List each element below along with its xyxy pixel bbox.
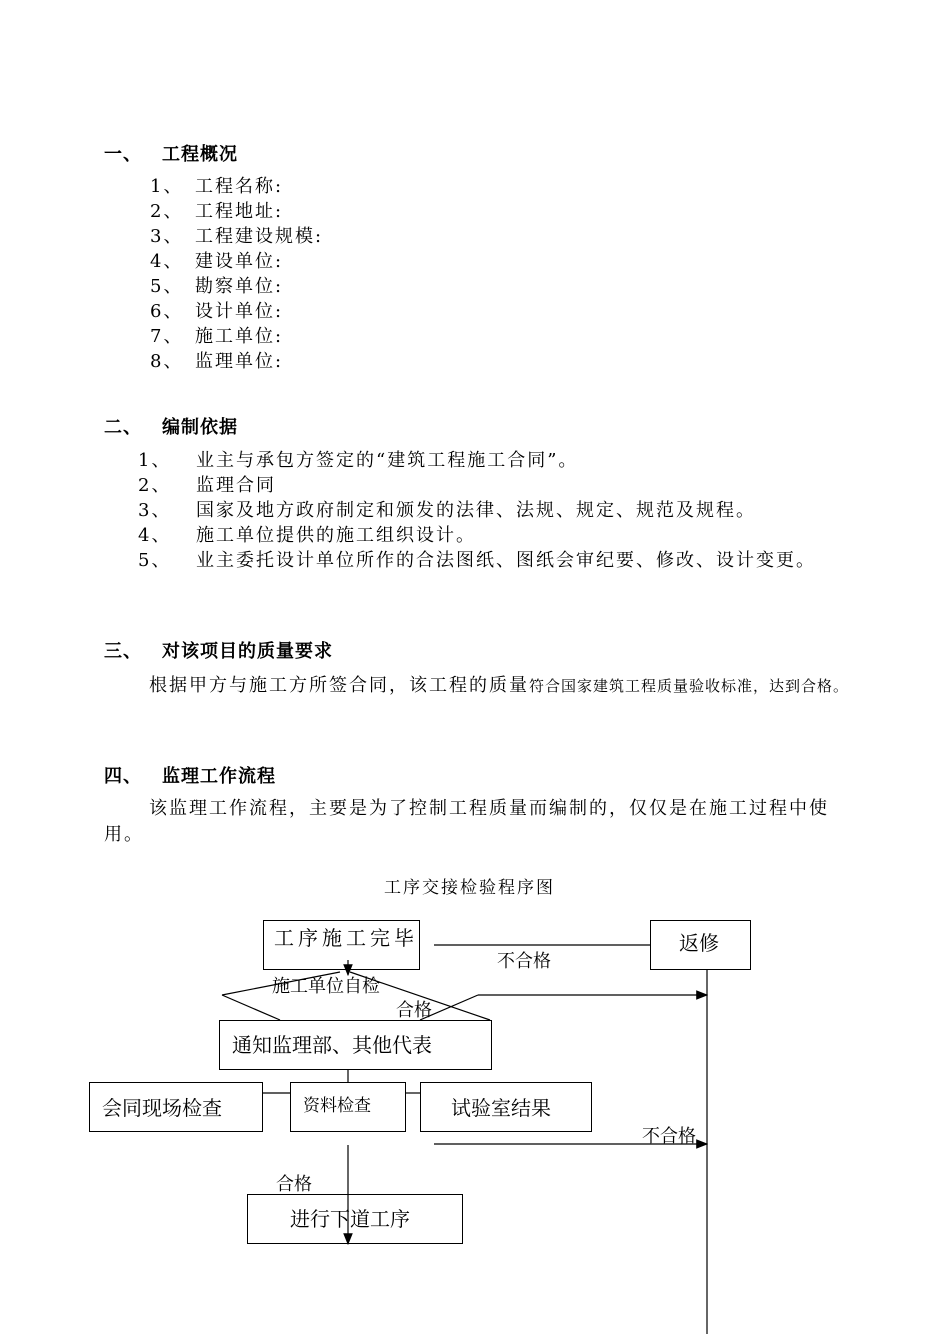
step-done-box: 工序施工完毕 xyxy=(263,920,420,970)
self-check-label: 施工单位自检 xyxy=(272,976,380,997)
item-text: 工程建设规模: xyxy=(195,226,324,247)
cross-line xyxy=(222,995,280,1020)
paragraph-text-small: 符合国家建筑工程质量验收标准，达到合格。 xyxy=(529,677,850,695)
item-index: 5、 xyxy=(138,550,172,571)
item-text: 设计单位: xyxy=(195,301,284,322)
section-number: 二、 xyxy=(104,417,142,438)
section-number: 四、 xyxy=(104,766,142,787)
item-text: 勘察单位: xyxy=(195,276,284,297)
item-text: 国家及地方政府制定和颁发的法律、法规、规定、规范及规程。 xyxy=(196,500,756,521)
lab-result-box: 试验室结果 xyxy=(420,1082,592,1132)
item-index: 5、 xyxy=(150,276,184,297)
item-index: 4、 xyxy=(150,251,184,272)
item-text: 建设单位: xyxy=(195,251,284,272)
item-text: 工程名称: xyxy=(195,176,284,197)
item-index: 1、 xyxy=(138,450,172,471)
item-text: 业主与承包方签定的“建筑工程施工合同”。 xyxy=(196,450,579,471)
item-text: 施工单位: xyxy=(195,326,284,347)
item-text: 监理单位: xyxy=(195,351,284,372)
item-index: 6、 xyxy=(150,301,184,322)
section-number: 三、 xyxy=(104,641,142,662)
flowchart-title: 工序交接检验程序图 xyxy=(384,878,555,898)
section-title: 对该项目的质量要求 xyxy=(162,641,333,662)
notify-box: 通知监理部、其他代表 xyxy=(219,1020,492,1070)
item-index: 2、 xyxy=(150,201,184,222)
item-index: 8、 xyxy=(150,351,184,372)
item-text: 工程地址: xyxy=(195,201,284,222)
item-index: 3、 xyxy=(138,500,172,521)
pass-label: 合格 xyxy=(396,1000,432,1021)
section-title: 监理工作流程 xyxy=(162,766,276,787)
section-number: 一、 xyxy=(104,144,142,165)
item-index: 3、 xyxy=(150,226,184,247)
site-check-box: 会同现场检查 xyxy=(89,1082,263,1132)
item-index: 1、 xyxy=(150,176,184,197)
item-text: 监理合同 xyxy=(196,475,276,496)
item-index: 4、 xyxy=(138,525,172,546)
doc-check-box: 资料检查 xyxy=(290,1082,406,1132)
paragraph-text: 根据甲方与施工方所签合同，该工程的质量 xyxy=(149,675,529,696)
section-title: 工程概况 xyxy=(162,144,238,165)
fail-label: 不合格 xyxy=(642,1126,696,1147)
rework-box: 返修 xyxy=(650,920,751,970)
item-text: 施工单位提供的施工组织设计。 xyxy=(196,525,476,546)
section-title: 编制依据 xyxy=(162,417,238,438)
item-index: 2、 xyxy=(138,475,172,496)
pass-label: 合格 xyxy=(276,1174,312,1195)
paragraph-text: 该监理工作流程，主要是为了控制工程质量而编制的，仅仅是在施工过程中使用。 xyxy=(104,798,829,845)
fail-label: 不合格 xyxy=(497,951,551,972)
item-text: 业主委托设计单位所作的合法图纸、图纸会审纪要、修改、设计变更。 xyxy=(196,550,816,571)
next-step-box: 进行下道工序 xyxy=(247,1194,463,1244)
item-index: 7、 xyxy=(150,326,184,347)
